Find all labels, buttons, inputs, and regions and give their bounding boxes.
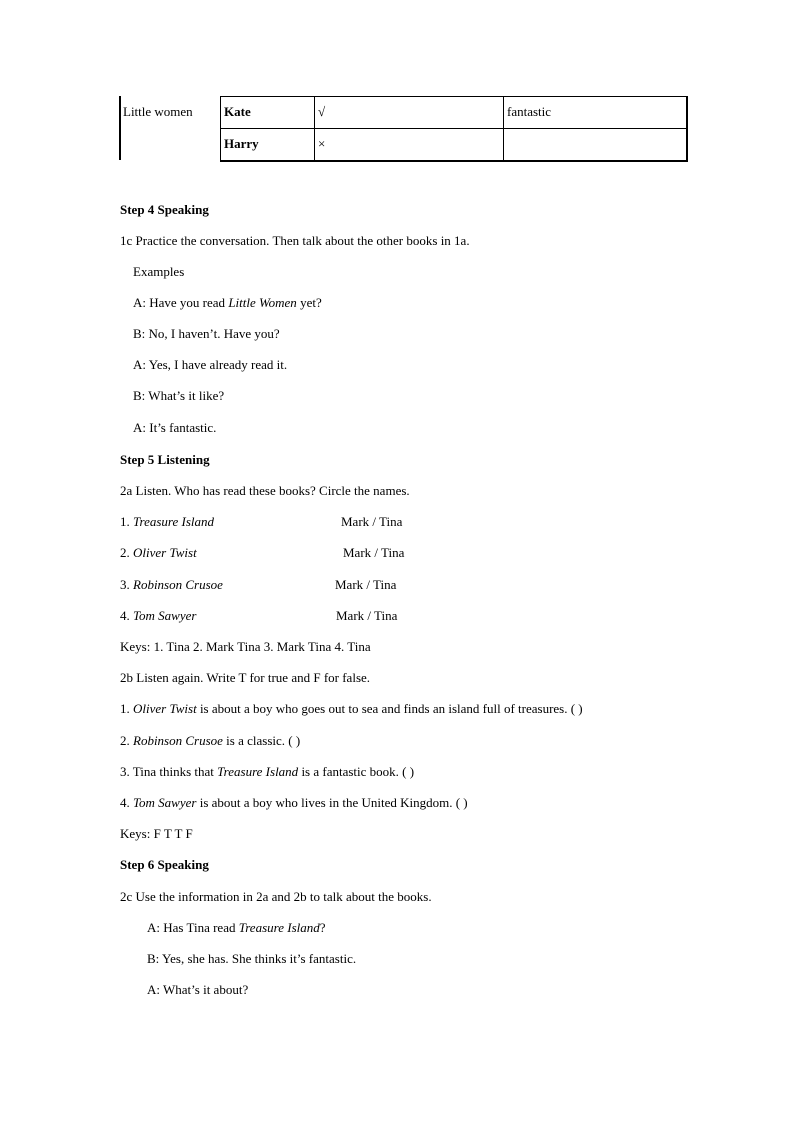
dialog-line: B: What’s it like? (133, 388, 225, 403)
statement-item (120, 795, 468, 811)
step4-heading: Step 4 Speaking (120, 202, 209, 217)
keys-2a: Keys: 1. Tina 2. Mark Tina 3. Mark Tina 4. Tina (120, 639, 371, 654)
dialog-text: yet? (296, 295, 322, 310)
dialog-text: A: Have you read (133, 295, 229, 310)
name-choice: Mark / Tina (341, 514, 403, 529)
keys-2b: Keys: F T T F (120, 826, 193, 841)
statement-item (120, 764, 414, 780)
table-border (220, 128, 688, 129)
dialog-text: ? (319, 920, 326, 935)
book-title: Treasure Island (238, 920, 320, 935)
name-choice: Mark / Tina (336, 608, 398, 623)
table-border (503, 96, 504, 162)
statement-text: is a fantastic book. ( ) (298, 764, 415, 779)
examples-label: Examples (133, 264, 185, 279)
step6-heading: Step 6 Speaking (120, 857, 209, 872)
book-list-item (120, 514, 214, 530)
statement-text: 4. (120, 795, 133, 810)
dialog-line: A: What’s it about? (147, 982, 249, 997)
instruction-2b: 2b Listen again. Write T for true and F for false. (120, 670, 371, 685)
statement-item (120, 733, 300, 749)
dialog-line: A: Yes, I have already read it. (133, 357, 288, 372)
table-border (220, 96, 688, 97)
step6-instruction: 2c Use the information in 2a and 2b to talk about the books. (120, 889, 432, 904)
table-cell-book: Little women (123, 104, 193, 119)
statement-text: 3. Tina thinks that (120, 764, 218, 779)
table-cell-opinion (503, 128, 687, 160)
item-number: 1. (120, 514, 133, 529)
dialog-line (147, 920, 326, 936)
step4-instruction: 1c Practice the conversation. Then talk about the other books in 1a. (120, 233, 470, 248)
dialog-text: A: Has Tina read (147, 920, 239, 935)
book-title: Little Women (228, 295, 297, 310)
dialog-line: B: No, I haven’t. Have you? (133, 326, 280, 341)
book-title: Treasure Island (217, 764, 299, 779)
dialog-line: A: It’s fantastic. (133, 420, 217, 435)
table-border (314, 96, 315, 162)
statement-item (120, 701, 583, 717)
table-cell-name: Harry (224, 136, 259, 151)
name-choice: Mark / Tina (335, 577, 397, 592)
book-title: Tom Sawyer (133, 795, 197, 810)
name-choice: Mark / Tina (343, 545, 405, 560)
item-number: 4. (120, 608, 133, 623)
instruction-2a: 2a Listen. Who has read these books? Circle the names. (120, 483, 410, 498)
book-list-item (120, 608, 196, 624)
dialog-line (133, 295, 322, 311)
table-cell-read: √ (318, 104, 326, 119)
book-title: Oliver Twist (133, 701, 197, 716)
table-cell-read: × (318, 136, 326, 151)
statement-text: 1. (120, 701, 133, 716)
dialog-line: B: Yes, she has. She thinks it’s fantastic. (147, 951, 357, 966)
table-border (686, 96, 688, 162)
statement-text: is a classic. ( ) (222, 733, 301, 748)
statement-text: is about a boy who lives in the United Kingdom. ( ) (196, 795, 468, 810)
step5-heading: Step 5 Listening (120, 452, 210, 467)
book-title: Treasure Island (133, 514, 215, 529)
statement-text: 2. (120, 733, 133, 748)
statement-text: is about a boy who goes out to sea and finds an island full of treasures. ( ) (196, 701, 583, 716)
book-list-item (120, 577, 223, 593)
table-cell-name: Kate (224, 104, 251, 119)
table-border (119, 96, 121, 160)
book-list-item (120, 545, 197, 561)
table-border (220, 96, 221, 162)
book-title: Robinson Crusoe (133, 733, 223, 748)
item-number: 3. (120, 577, 133, 592)
table-cell-opinion: fantastic (507, 104, 552, 119)
book-title: Robinson Crusoe (133, 577, 223, 592)
table-border (220, 160, 688, 162)
item-number: 2. (120, 545, 133, 560)
book-title: Tom Sawyer (133, 608, 197, 623)
book-title: Oliver Twist (133, 545, 197, 560)
